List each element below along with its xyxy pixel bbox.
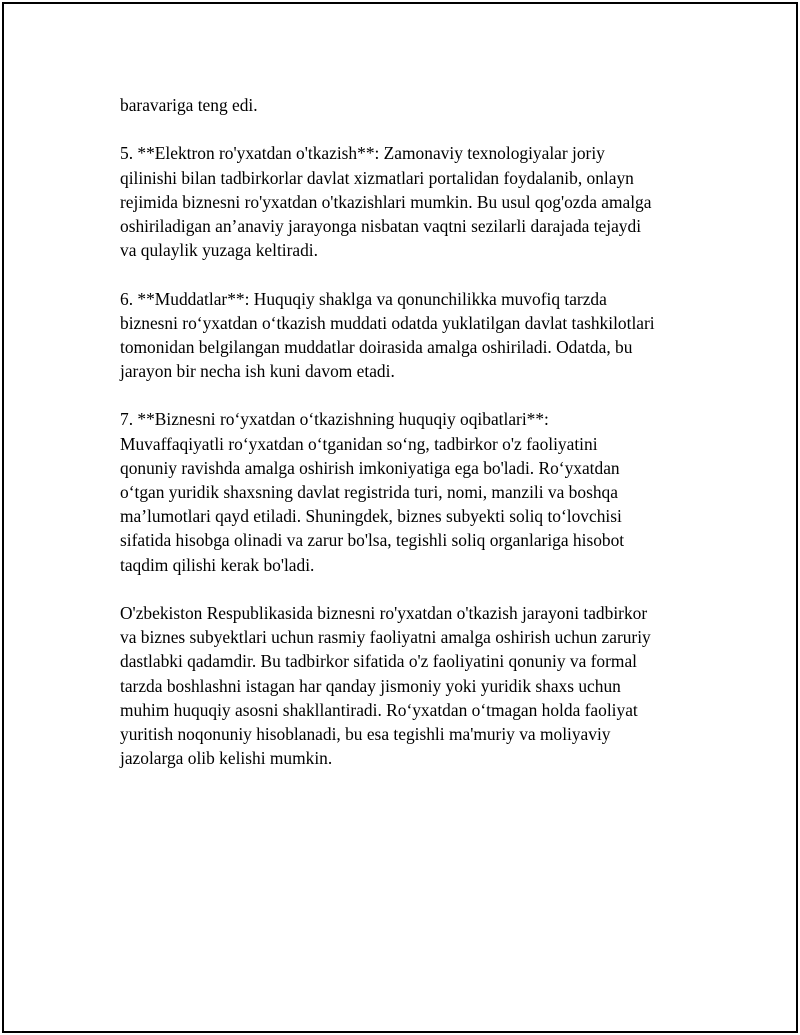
text-line: O'zbekiston Respublikasida biznesni ro'yxatdan o'tkazish jarayoni tadbirkor xyxy=(120,602,648,623)
text-line: tarzda boshlashni istagan har qanday jismoniy yoki yuridik shaxs uchun xyxy=(120,675,621,696)
text-line: oshiriladigan an’anaviy jarayonga nisbatan vaqtni sezilarli darajada tejaydi xyxy=(120,215,642,236)
text-line: 7. **Biznesni ro‘yxatdan o‘tkazishning huquqiy oqibatlari**: xyxy=(120,409,549,430)
text-line: va biznes subyektlari uchun rasmiy faoliyatni amalga oshirish uchun zaruriy xyxy=(120,627,651,648)
text-line: biznesni ro‘yxatdan o‘tkazish muddati odatda yuklatilgan davlat tashkilotlari xyxy=(120,312,655,333)
text-line: ma’lumotlari qayd etiladi. Shuningdek, biznes subyekti soliq to‘lovchisi xyxy=(120,506,622,527)
text-line: qilinishi bilan tadbirkorlar davlat xizmatlari portalidan foydalanib, onlayn xyxy=(120,167,634,188)
text-line: va qulaylik yuzaga keltiradi. xyxy=(120,240,318,261)
text-line: qonuniy ravishda amalga oshirish imkoniyatiga ega bo'ladi. Ro‘yxatdan xyxy=(120,457,620,478)
text-line: Muvaffaqiyatli ro‘yxatdan o‘tganidan so‘ng, tadbirkor o'z faoliyatini xyxy=(120,433,598,454)
text-line: sifatida hisobga olinadi va zarur bo'lsa, tegishli soliq organlariga hisobot xyxy=(120,530,625,551)
text-line: rejimida biznesni ro'yxatdan o'tkazishlari mumkin. Bu usul qog'ozda amalga xyxy=(120,191,652,212)
paragraph-deadlines xyxy=(120,287,700,384)
text-line: 5. **Elektron ro'yxatdan o'tkazish**: Zamonaviy texnologiyalar joriy xyxy=(120,143,605,164)
text-line: baravariga teng edi. xyxy=(120,95,258,115)
text-line: o‘tgan yuridik shaxsning davlat registrida turi, nomi, manzili va boshqa xyxy=(120,482,618,502)
text-line: 6. **Muddatlar**: Huquqiy shaklga va qonunchilikka muvofiq tarzda xyxy=(120,288,607,309)
document-body xyxy=(120,93,700,794)
paragraph-continuation xyxy=(120,93,700,117)
paragraph-conclusion xyxy=(120,601,700,770)
text-line: jazolarga olib kelishi mumkin. xyxy=(120,748,333,769)
text-line: taqdim qilishi kerak bo'ladi. xyxy=(120,554,315,575)
text-line: jarayon bir necha ish kuni davom etadi. xyxy=(120,361,395,382)
text-line: dastlabki qadamdir. Bu tadbirkor sifatida o'z faoliyatini qonuniy va formal xyxy=(120,651,637,672)
page-frame xyxy=(2,2,798,1033)
paragraph-electronic-registration xyxy=(120,141,700,262)
text-line: tomonidan belgilangan muddatlar doirasida amalga oshiriladi. Odatda, bu xyxy=(120,336,633,357)
text-line: yuritish noqonuniy hisoblanadi, bu esa tegishli ma'muriy va moliyaviy xyxy=(120,723,611,744)
text-line: muhim huquqiy asosni shakllantiradi. Ro‘yxatdan o‘tmagan holda faoliyat xyxy=(120,699,638,720)
paragraph-legal-consequences xyxy=(120,407,700,576)
